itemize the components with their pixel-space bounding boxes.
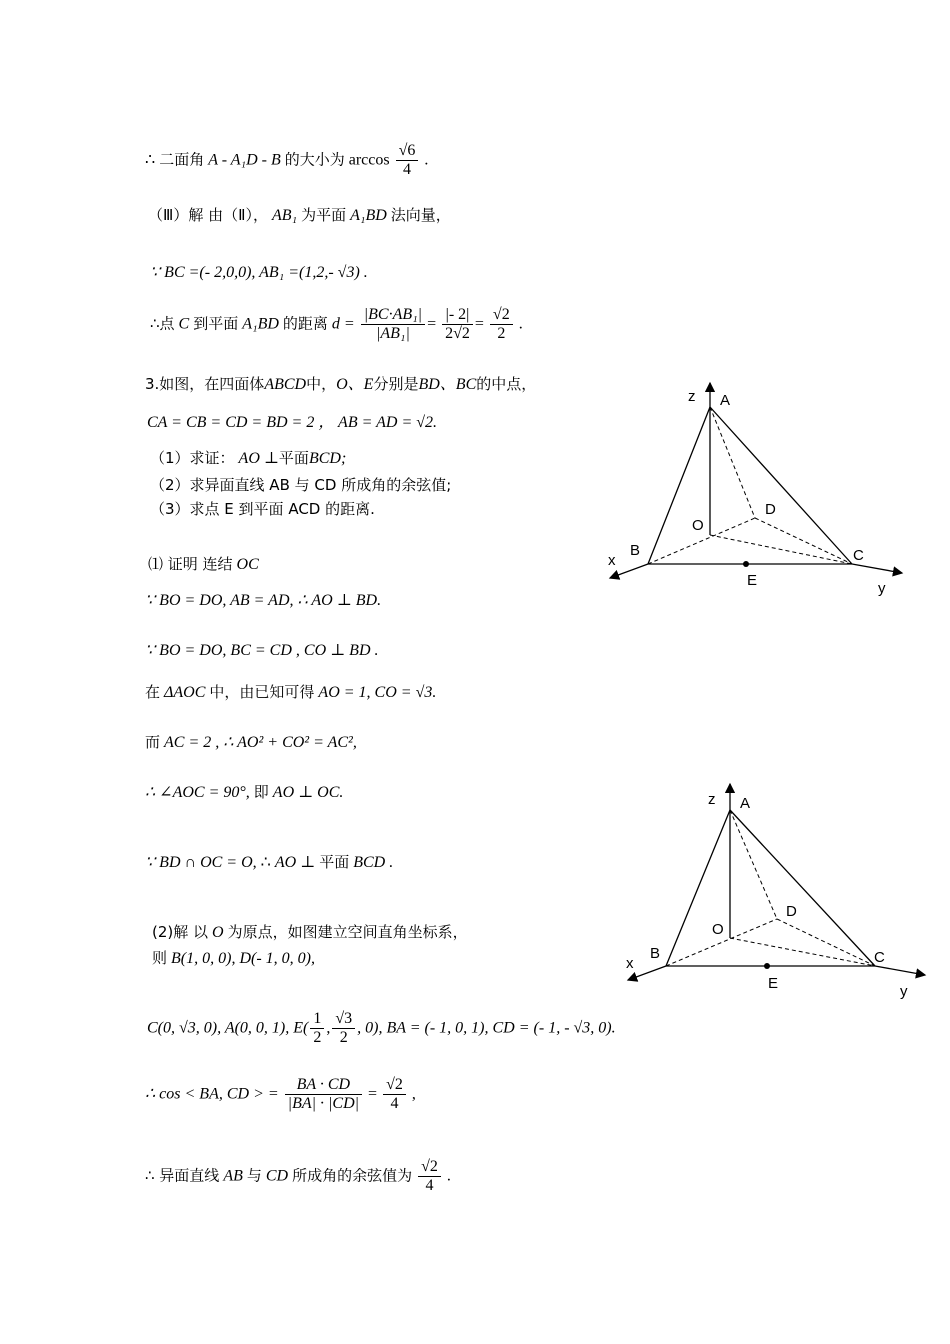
part3-intro xyxy=(148,207,451,225)
dihedral-angle-name: A - A₁D - B xyxy=(208,151,281,169)
question-3: （3）求点 E 到平面 ACD 的距离. xyxy=(150,500,375,518)
e-x-fraction: $\frac{1}{2}$ xyxy=(310,1010,324,1048)
to-plane-text: 到平面 xyxy=(193,314,239,333)
point-c: C xyxy=(178,315,190,333)
label-d: D xyxy=(786,903,797,920)
label-c: C xyxy=(853,547,864,564)
plane-a1bd: A₁BD xyxy=(242,315,279,333)
vector-ab1: AB₁ xyxy=(272,207,298,224)
distance-fraction-2: $\frac{|- 2|}{2√2}$ xyxy=(442,306,473,344)
label-b: B xyxy=(650,945,661,962)
distance-text: 的距离 xyxy=(282,314,328,333)
distance-fraction-3: $\frac{√2}{2}$ xyxy=(490,306,513,344)
label-d: D xyxy=(765,501,776,518)
x-axis xyxy=(610,564,648,578)
edge-cd xyxy=(777,919,875,966)
as-plane-text: 为平面 xyxy=(301,206,347,224)
proof1-line-2: ∵ BO = DO, BC = CD , CO ⊥ BD . xyxy=(145,642,379,659)
label-a: A xyxy=(740,795,751,812)
problem3-stem: 3.如图，在四面体ABCD中，O、E分别是BD、BC的中点， xyxy=(145,375,537,393)
label-c: C xyxy=(874,949,885,966)
cosine-fraction: $\frac{BA \cdot CD}{|BA| \cdot |CD|}$ xyxy=(285,1076,362,1114)
label-a: A xyxy=(720,392,731,409)
dihedral-angle-conclusion xyxy=(145,142,428,180)
edge-ab xyxy=(648,407,710,564)
proof1-line-1: ∵ BO = DO, AB = AD, ∴ AO ⊥ BD. xyxy=(145,592,382,609)
edge-ac xyxy=(710,407,852,564)
plane-a1bd: A₁BD xyxy=(350,207,387,224)
tetrahedron-figure-2 xyxy=(620,776,940,1006)
proof1-heading: ⑴ 证明 连结 OC xyxy=(148,555,259,573)
label-e: E xyxy=(768,975,779,992)
part3-heading: （Ⅲ）解 由（Ⅱ）， xyxy=(148,206,268,224)
edge-ad xyxy=(710,407,755,518)
y-axis xyxy=(875,966,925,975)
distance-fraction-1: $\frac{\text{|BC·AB₁|}}{\text{|AB₁|}}$ xyxy=(361,306,425,344)
edge-ad xyxy=(730,810,777,919)
dihedral-text: 二面角 xyxy=(159,150,205,169)
segment-oc xyxy=(710,535,852,564)
label-x: x xyxy=(626,955,634,972)
y-axis xyxy=(852,564,902,573)
fraction-denominator: 4 xyxy=(402,161,411,179)
problem3-given: CA = CB = CD = BD = 2 ， AB = AD = √2. xyxy=(147,414,438,431)
point-e xyxy=(764,963,770,969)
distance-symbol: d = xyxy=(331,315,355,333)
solution2-coords-2: C(0, √3, 0), A(0, 0, 1), E( $\frac{1}{2}$ , $\frac{√3}{2}$ , 0), BA = (- 1, 0, 1), CD = (- 1, - √3, 0). xyxy=(147,1010,616,1047)
label-y: y xyxy=(900,983,908,1000)
point-e xyxy=(743,561,749,567)
label-o: O xyxy=(692,517,704,534)
normal-vector-text: 法向量， xyxy=(390,206,451,224)
label-x: x xyxy=(608,552,616,569)
label-y: y xyxy=(878,580,886,597)
fraction-numerator: √6 xyxy=(396,142,419,161)
solution2-coords-1: 则 B(1, 0, 0), D(- 1, 0, 0), xyxy=(152,949,315,967)
period: . xyxy=(424,151,429,169)
label-z: z xyxy=(688,388,696,405)
proof1-line-6: ∵ BD ∩ OC = O, ∴ AO ⊥ 平面 BCD . xyxy=(145,853,394,871)
therefore-point-text: ∴点 xyxy=(150,314,175,333)
label-b: B xyxy=(630,542,641,559)
distance-formula: ∴点 C 到平面 A₁BD 的距离 d = $\frac{\text{|BC·AB₁|}}{\text{|AB₁|}}$ = $\frac{|- 2|}{2√2}$ = $\frac{√2}{2}$ . xyxy=(150,306,523,343)
label-e: E xyxy=(747,572,758,589)
question-1: （1）求证： AO ⊥平面BCD; xyxy=(150,449,347,467)
solution2-heading: (2)解 以 O 为原点，如图建立空间直角坐标系， xyxy=(152,923,468,941)
arccos-label: arccos xyxy=(348,151,390,169)
x-axis xyxy=(628,966,666,980)
arccos-fraction xyxy=(396,142,419,180)
label-o: O xyxy=(712,921,724,938)
cosine-formula: ∴ cos < BA, CD > = $\frac{BA \cdot CD}{|BA| \cdot |CD|}$ = $\frac{√2}{4}$ , xyxy=(145,1076,416,1113)
conclusion-fraction: $\frac{√2}{4}$ xyxy=(418,1158,441,1196)
size-text: 的大小为 xyxy=(284,150,345,169)
because-vectors-line: ∵ BC =(- 2,0,0), AB₁ =(1,2,- √3) . xyxy=(150,264,368,281)
cosine-value-fraction: $\frac{√2}{4}$ xyxy=(383,1076,406,1114)
e-y-fraction: $\frac{√3}{2}$ xyxy=(332,1010,355,1048)
question-2: （2）求异面直线 AB 与 CD 所成角的余弦值; xyxy=(150,476,452,494)
proof1-line-5: ∴ ∠AOC = 90°, 即 AO ⊥ OC. xyxy=(145,783,344,801)
proof1-line-4: 而 AC = 2 , ∴ AO² + CO² = AC², xyxy=(145,733,357,751)
label-z: z xyxy=(708,791,716,808)
solution2-conclusion: ∴ 异面直线 AB 与 CD 所成角的余弦值为 $\frac{√2}{4}$ . xyxy=(145,1158,451,1195)
therefore-symbol: ∴ xyxy=(145,151,156,169)
edge-cd xyxy=(755,518,852,564)
proof1-line-3: 在 ΔAOC 中，由已知可得 AO = 1, CO = √3. xyxy=(145,683,437,701)
tetrahedron-figure-1 xyxy=(600,375,920,605)
